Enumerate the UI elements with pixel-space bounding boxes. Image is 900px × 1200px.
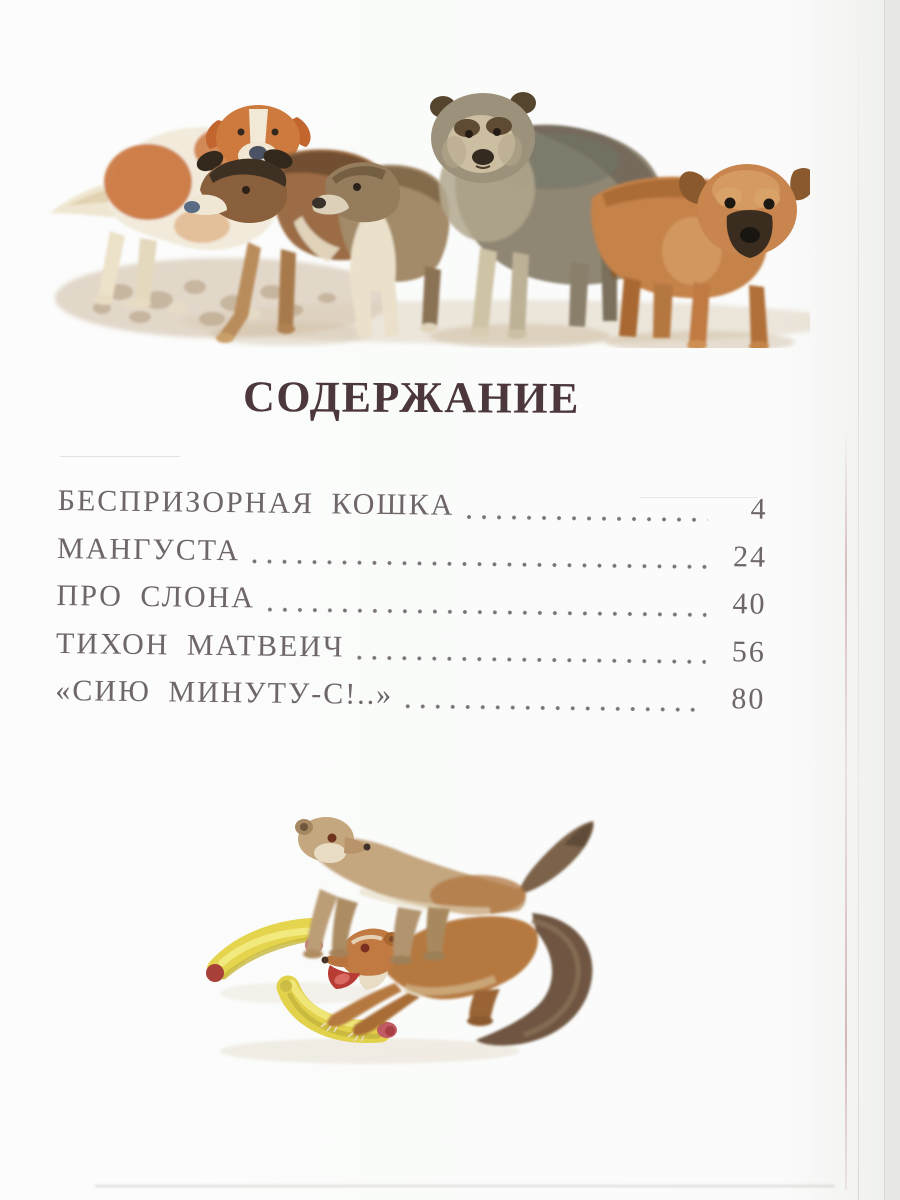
dog-big-grey-head [430,92,536,183]
toc-entry-page-number: 4 [750,492,768,526]
toc-entry-page-number: 24 [732,539,768,574]
scan-artifact-line [60,456,180,457]
dot-leader [356,655,706,665]
contents-heading: СОДЕРЖАНИЕ [242,372,581,423]
toc-entry-page-number: 40 [732,587,767,621]
mongoose-crouching [321,913,592,1046]
dot-leader [405,703,705,713]
toc-entry-page-number: 80 [731,682,766,716]
toc-entry-title: ПРО СЛОНА [56,578,256,615]
page-bottom-shadow [95,1185,835,1187]
table-of-contents [55,477,768,723]
scan-artifact-line [640,497,758,498]
toc-entry-page-number: 56 [731,634,767,669]
toc-entry [56,572,767,628]
mongoose-illustration [180,793,610,1083]
toc-entry [57,524,768,580]
dog-pack-illustration [40,86,810,348]
dot-leader [252,558,707,570]
scan-pink-line [845,430,847,1190]
toc-entry [57,477,768,533]
page-edge-strip [884,0,900,1200]
toc-entry-title: БЕСПРИЗОРНАЯ КОШКА [57,483,455,522]
toc-entry-title: «СИЮ МИНУТУ-С!..» [55,673,394,712]
toc-entry-title: МАНГУСТА [56,531,241,567]
page-edge-line [858,0,859,1200]
dot-leader [267,606,707,617]
toc-entry-title: ТИХОН МАТВЕИЧ [55,626,345,664]
toc-entry [56,619,767,675]
toc-entry [55,667,766,723]
dot-leader [466,513,707,522]
